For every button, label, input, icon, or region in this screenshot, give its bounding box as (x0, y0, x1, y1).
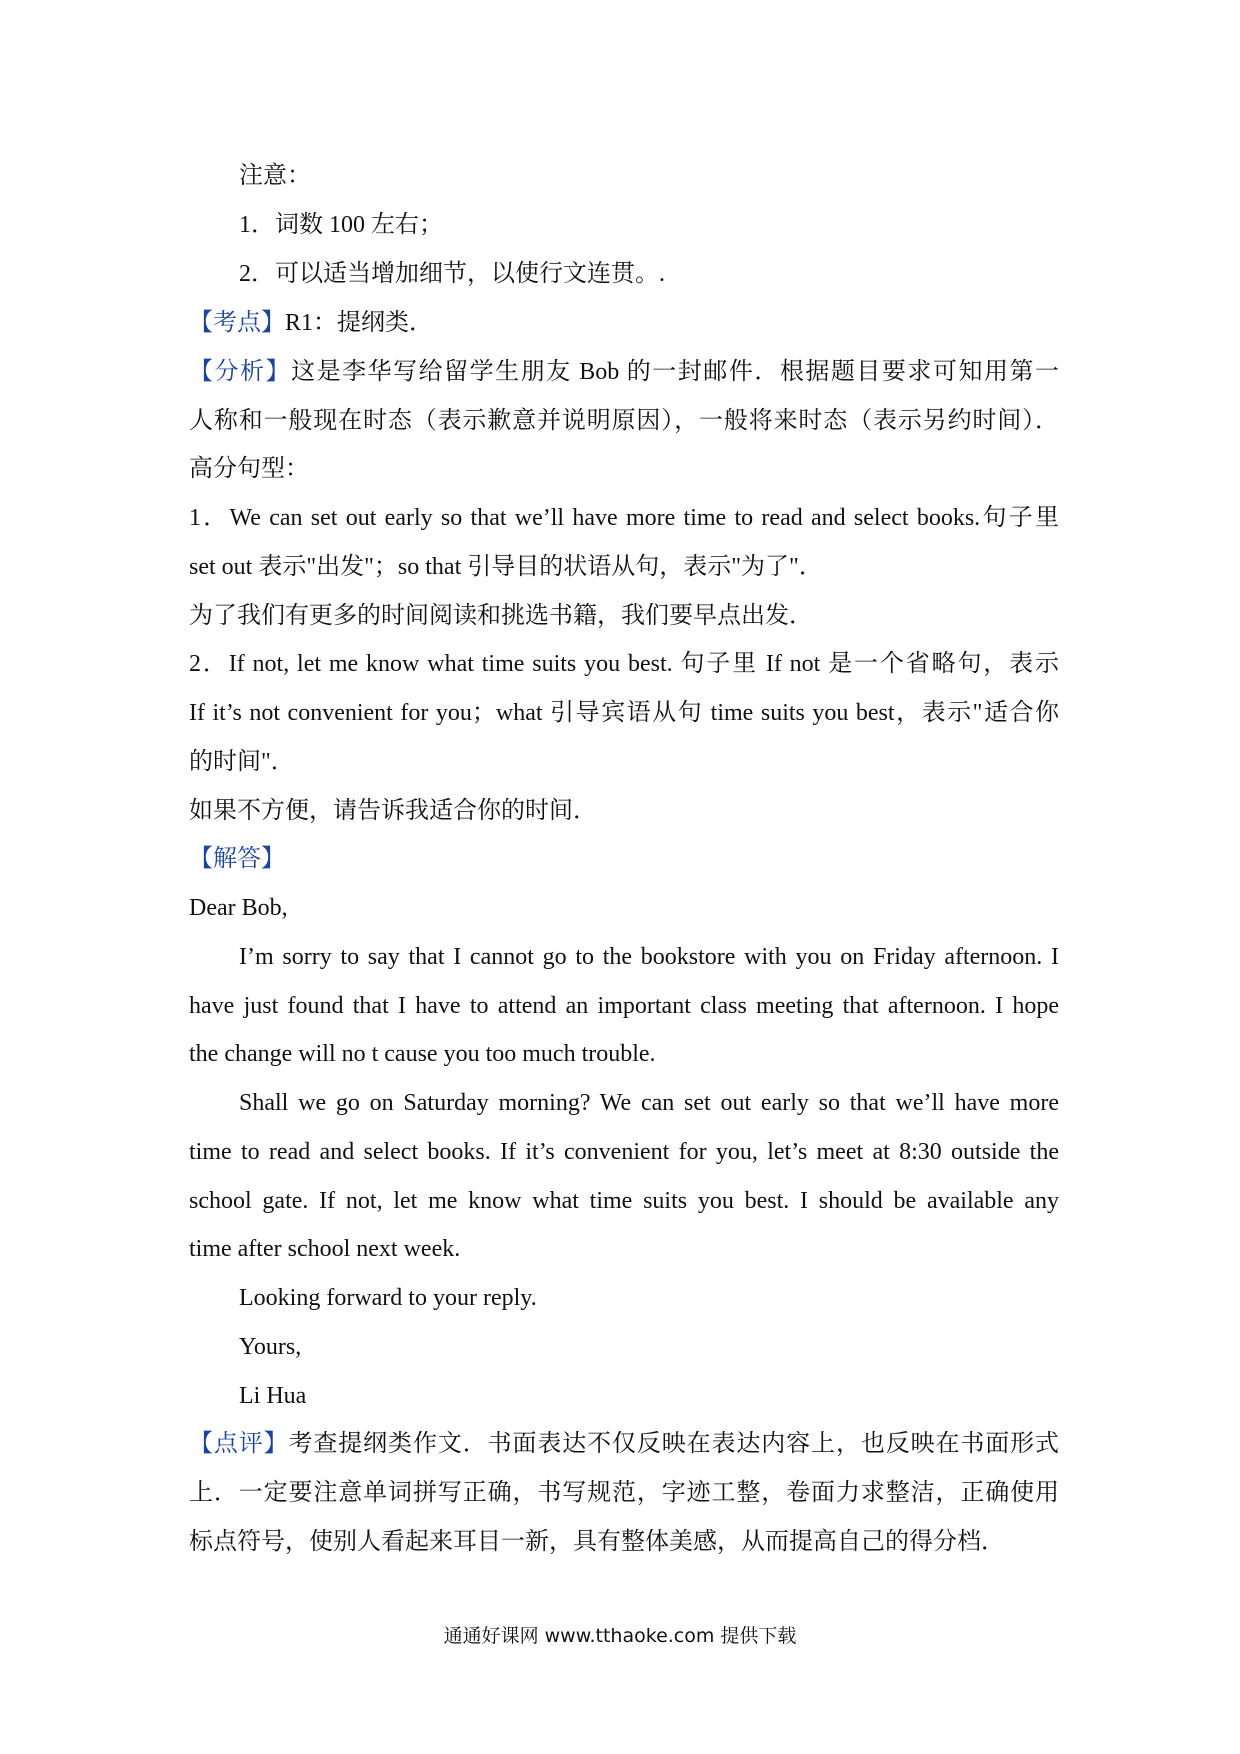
dianping-line-2: 上．一定要注意单词拼写正确，书写规范，字迹工整，卷面力求整洁，正确使用 (189, 1480, 1059, 1506)
letter-p2-line-2: time to read and select books. If it’s convenient for you, let’s meet at 8:30 outside the (189, 1139, 1059, 1165)
letter-p1-line-2: have just found that I have to attend an important class meeting that afternoon. I hope (189, 993, 1059, 1019)
letter-salutation: Dear Bob, (189, 895, 288, 921)
dianping-line-1 (189, 1427, 1059, 1461)
letter-p2-line-1: Shall we go on Saturday morning? We can set out early so that we’ll have more (239, 1090, 1059, 1116)
dianping-line-3: 标点符号，使别人看起来耳目一新，具有整体美感，从而提高自己的得分档． (189, 1529, 1005, 1555)
sentence2-line-4: 如果不方便，请告诉我适合你的时间． (189, 798, 597, 824)
letter-closing-2: Yours, (239, 1334, 302, 1360)
sentence1-line-3: 为了我们有更多的时间阅读和挑选书籍，我们要早点出发． (189, 603, 813, 629)
sentence2-line-2: If it’s not convenient for you；what 引导宾语从句 time suits you best，表示"适合你 (189, 700, 1059, 726)
jieda-line (189, 842, 1059, 876)
sentence2-line-1: 2．If not, let me know what time suits you best. 句子里 If not 是一个省略句，表示 (189, 651, 1059, 677)
fenxi-text-1: 这是李华写给留学生朋友 Bob 的一封邮件．根据题目要求可知用第一 (291, 359, 1059, 385)
page-footer: 通通好课网 www.tthaoke.com 提供下载 (443, 1625, 797, 1647)
kaodian-tag: 【考点】 (189, 310, 285, 336)
letter-p1-line-1: I’m sorry to say that I cannot go to the bookstore with you on Friday afternoon. I (239, 944, 1059, 970)
letter-p1-line-3: the change will no t cause you too much trouble. (189, 1041, 656, 1067)
notes-heading: 注意： (239, 163, 311, 189)
fenxi-tag: 【分析】 (189, 359, 292, 385)
sentence1-line-2: set out 表示"出发"；so that 引导目的状语从句，表示"为了"． (189, 554, 823, 580)
letter-closing-1: Looking forward to your reply. (239, 1285, 537, 1311)
kaodian-text: R1：提纲类． (285, 310, 434, 336)
notes-item-1: 1．词数 100 左右； (239, 212, 443, 238)
fenxi-line-3: 高分句型： (189, 456, 309, 482)
dianping-tag: 【点评】 (189, 1431, 289, 1457)
sentence1-line-1: 1．We can set out early so that we’ll have more time to read and select books.句子里 (189, 505, 1059, 531)
fenxi-line-2: 人称和一般现在时态（表示歉意并说明原因），一般将来时态（表示另约时间）． (189, 408, 1059, 434)
letter-p2-line-3: school gate. If not, let me know what time suits you best. I should be available any (189, 1188, 1059, 1214)
fenxi-line-1 (189, 355, 1059, 389)
sentence2-line-3: 的时间"． (189, 749, 295, 775)
letter-signature: Li Hua (239, 1383, 307, 1409)
kaodian-line (189, 306, 1059, 340)
letter-p2-line-4: time after school next week. (189, 1236, 461, 1262)
jieda-tag: 【解答】 (189, 846, 285, 872)
notes-item-2: 2．可以适当增加细节，以使行文连贯。. (239, 261, 665, 287)
dianping-text-1: 考查提纲类作文．书面表达不仅反映在表达内容上，也反映在书面形式 (288, 1431, 1059, 1457)
